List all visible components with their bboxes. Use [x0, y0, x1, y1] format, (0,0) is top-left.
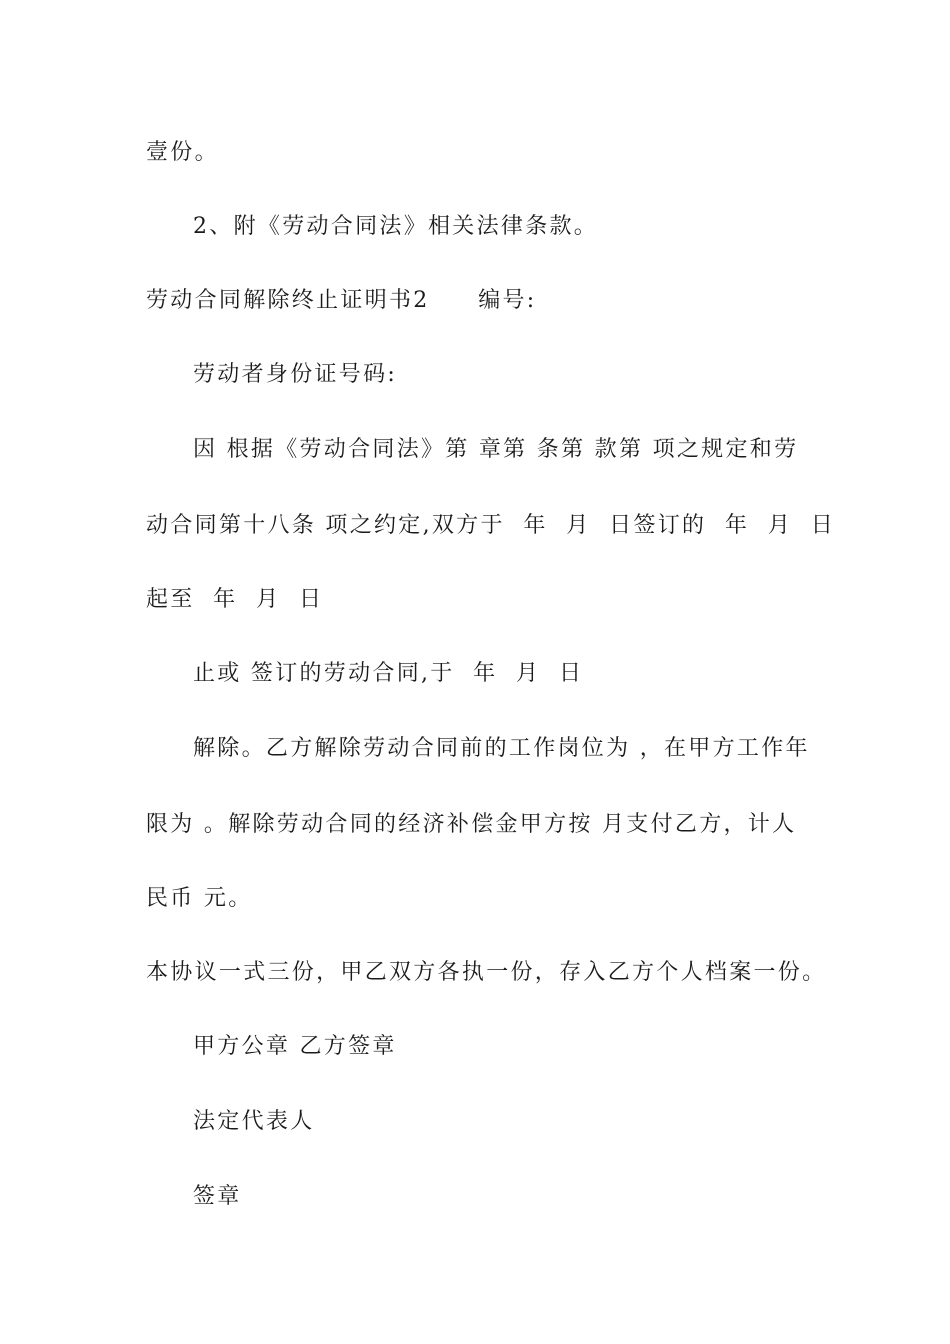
agreement-copies-line: 本协议一式三份，甲乙双方各执一份，存入乙方个人档案一份。 [146, 960, 827, 985]
paragraph-line: 因 根据《劳动合同法》第 章第 条第 款第 项之规定和劳 [193, 437, 799, 462]
paragraph-line: 起至 年 月 日 [146, 587, 324, 612]
paragraph-line: 解除。乙方解除劳动合同前的工作岗位为 ，在甲方工作年 [193, 736, 810, 761]
text-line-appendix-item: 2、附《劳动合同法》相关法律条款。 [193, 214, 599, 239]
certificate-title-line: 劳动合同解除终止证明书2 编号: [146, 288, 537, 313]
paragraph-line: 止或 签订的劳动合同,于 年 月 日 [193, 661, 584, 686]
id-number-line: 劳动者身份证号码: [193, 362, 398, 387]
legal-representative-line: 法定代表人 [193, 1109, 315, 1134]
paragraph-line: 限为 。解除劳动合同的经济补偿金甲方按 月支付乙方，计人 [146, 812, 797, 837]
paragraph-line: 民币 元。 [146, 886, 253, 911]
seal-line: 甲方公章 乙方签章 [193, 1034, 397, 1059]
paragraph-line: 动合同第十八条 项之约定,双方于 年 月 日签订的 年 月 日 [146, 513, 836, 538]
signature-line: 签章 [193, 1184, 242, 1209]
text-line-continuation: 壹份。 [146, 140, 219, 165]
